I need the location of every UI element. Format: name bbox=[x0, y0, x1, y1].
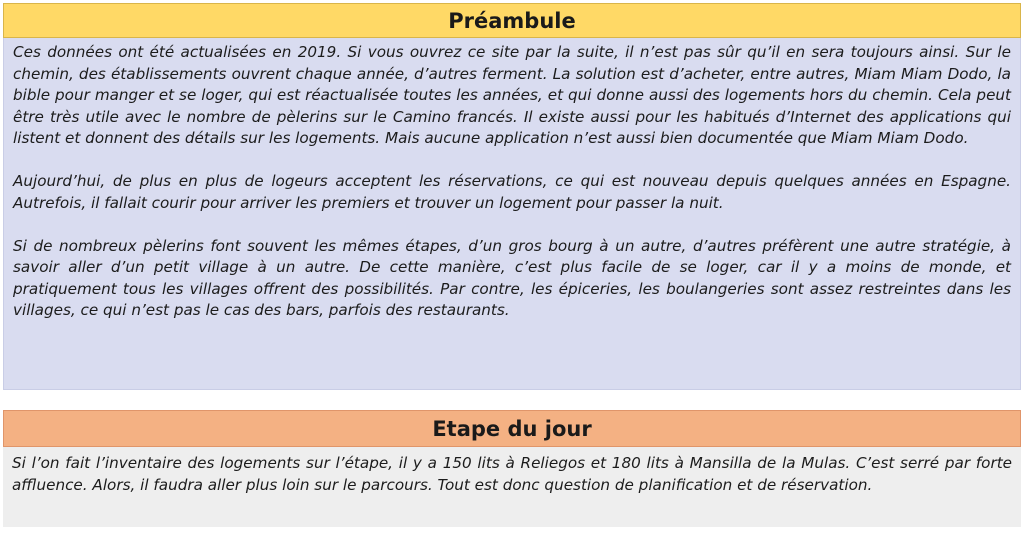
etape-title: Etape du jour bbox=[3, 410, 1021, 447]
etape-body bbox=[3, 447, 1021, 527]
preambule-body bbox=[3, 38, 1021, 390]
preambule-paragraph-3: Si de nombreux pèlerins font souvent les mêmes étapes, d’un gros bourg à un autre, d’autres préfèrent une autre stratégie, à savoir aller d’un petit village à un autre. De cette manière, c’est plus facile de se loger, car il y a moins de monde, et pratiquement tous les villages offrent des possibilités. Par contre, les épiceries, les boulangeries sont assez restreintes dans les villages, ce qui n’est pas le cas des bars, parfois des restaurants. bbox=[13, 236, 1011, 319]
etape-section bbox=[3, 410, 1021, 527]
etape-paragraph-1: Si l’on fait l’inventaire des logements sur l’étape, il y a 150 lits à Reliegos et 180 lits à Mansilla de la Mulas. C’est serré par forte affluence. Alors, il faudra aller plus loin sur le parcours. Tout est donc question de planification et de réservation. bbox=[12, 454, 1012, 494]
preambule-title: Préambule bbox=[3, 3, 1021, 38]
preambule-paragraph-1: Ces données ont été actualisées en 2019. Si vous ouvrez ce site par la suite, il n’est pas sûr qu’il en sera toujours ainsi. Sur le chemin, des établissements ouvrent chaque année, d’autres ferment. La solution est d’acheter, entre autres, Miam Miam Dodo, la bible pour manger et se loger, qui est réactualisée toutes les années, et qui donne aussi des logements hors du chemin. Cela peut être très utile avec le nombre de pèlerins sur le Camino francés. Il existe aussi pour les habitués d’Internet des applications qui listent et donnent des détails sur les logements. Mais aucune application n’est aussi bien documentée que Miam Miam Dodo. bbox=[13, 43, 1011, 147]
preambule-section bbox=[3, 3, 1021, 390]
preambule-paragraph-2: Aujourd’hui, de plus en plus de logeurs acceptent les réservations, ce qui est nouveau depuis quelques années en Espagne. Autrefois, il fallait courir pour arriver les premiers et trouver un logement pour passer la nuit. bbox=[13, 172, 1011, 212]
